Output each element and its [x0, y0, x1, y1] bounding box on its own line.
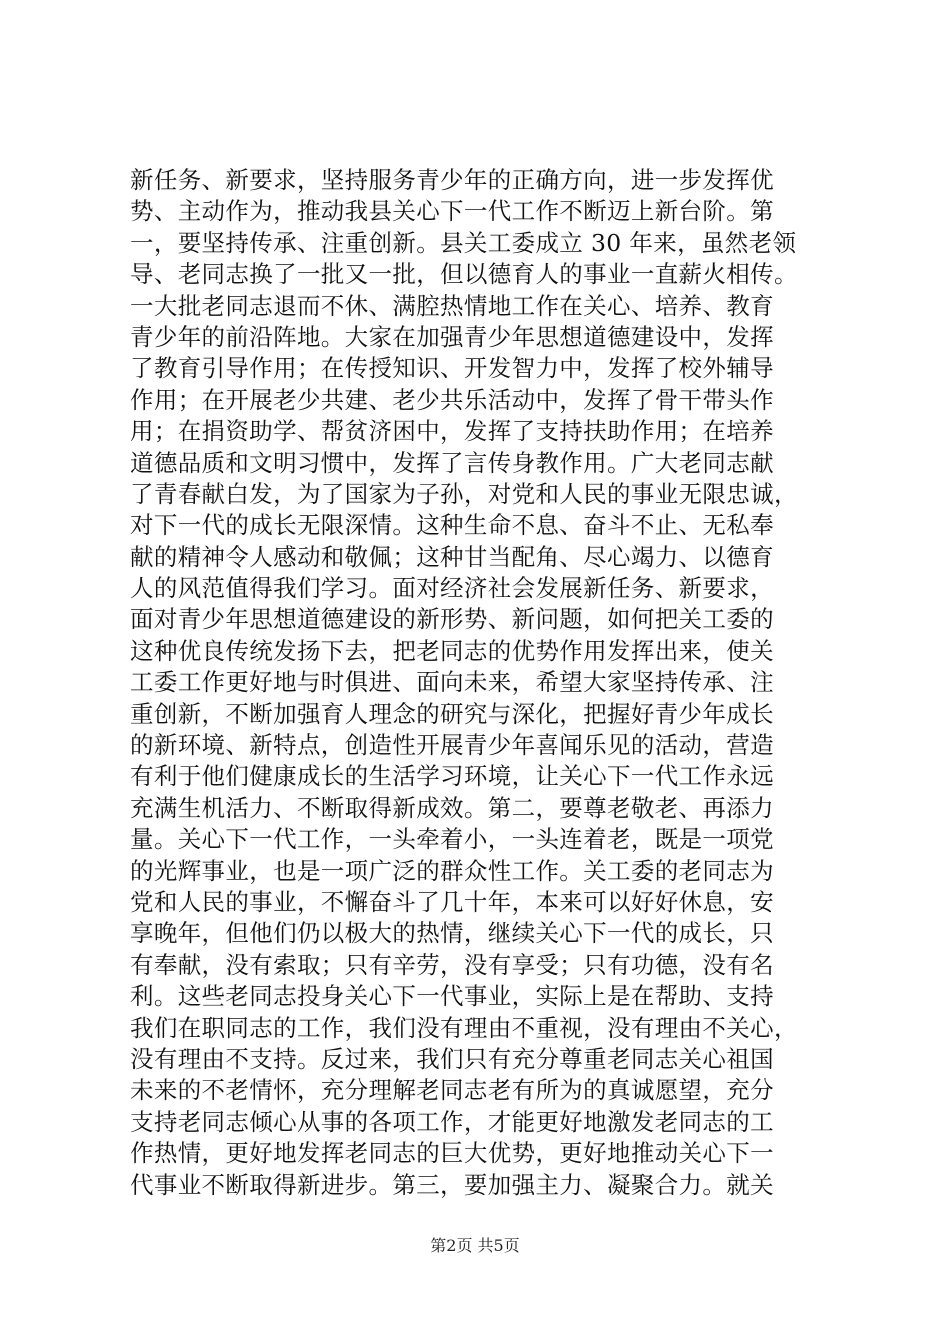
text-line: 代事业不断取得新进步。第三，要加强主力、凝聚合力。就关 [130, 1170, 774, 1199]
text-line: 青少年的前沿阵地。大家在加强青少年思想道德建设中，发挥 [130, 322, 774, 351]
text-line: 工委工作更好地与时俱进、面向未来，希望大家坚持传承、注 [130, 668, 774, 697]
text-line: 我们在职同志的工作，我们没有理由不重视，没有理由不关心， [130, 1013, 798, 1042]
text-line: 的光辉事业，也是一项广泛的群众性工作。关工委的老同志为 [130, 856, 774, 885]
text-line: 享晚年，但他们仍以极大的热情，继续关心下一代的成长，只 [130, 919, 774, 948]
text-line: 了教育引导作用；在传授知识、开发智力中，发挥了校外辅导 [130, 354, 774, 383]
text-line: 支持老同志倾心从事的各项工作，才能更好地激发老同志的工 [130, 1107, 774, 1136]
text-line: 导、老同志换了一批又一批，但以德育人的事业一直薪火相传。 [130, 260, 798, 289]
text-line: 有利于他们健康成长的生活学习环境，让关心下一代工作永远 [130, 762, 774, 791]
text-line: 对下一代的成长无限深情。这种生命不息、奋斗不止、无私奉 [130, 511, 774, 540]
page-footer: 第2页 共5页 [430, 1236, 520, 1255]
text-line: 党和人民的事业，不懈奋斗了几十年，本来可以好好休息，安 [130, 887, 774, 916]
text-line: 未来的不老情怀，充分理解老同志老有所为的真诚愿望，充分 [130, 1076, 774, 1105]
text-line: 重创新，不断加强育人理念的研究与深化，把握好青少年成长 [130, 699, 774, 728]
text-line: 人的风范值得我们学习。面对经济社会发展新任务、新要求， [130, 574, 774, 603]
text-line: 新任务、新要求，坚持服务青少年的正确方向，进一步发挥优 [130, 166, 774, 194]
text-line: 用；在捐资助学、帮贫济困中，发挥了支持扶助作用；在培养 [130, 417, 774, 446]
text-line: 道德品质和文明习惯中，发挥了言传身教作用。广大老同志献 [130, 448, 774, 477]
text-line: 势、主动作为，推动我县关心下一代工作不断迈上新台阶。第 [130, 197, 774, 226]
text-line: 作热情，更好地发挥老同志的巨大优势，更好地推动关心下一 [130, 1139, 774, 1168]
text-line: 没有理由不支持。反过来，我们只有充分尊重老同志关心祖国 [130, 1044, 774, 1073]
text-line: 利。这些老同志投身关心下一代事业，实际上是在帮助、支持 [130, 982, 774, 1011]
text-line: 这种优良传统发扬下去，把老同志的优势作用发挥出来，使关 [130, 636, 774, 665]
text-line: 面对青少年思想道德建设的新形势、新问题，如何把关工委的 [130, 605, 774, 634]
text-line: 作用；在开展老少共建、老少共乐活动中，发挥了骨干带头作 [130, 385, 774, 414]
text-line: 献的精神令人感动和敬佩；这种甘当配角、尽心竭力、以德育 [130, 542, 774, 571]
text-line: 一大批老同志退而不休、满腔热情地工作在关心、培养、教育 [130, 291, 774, 320]
text-line: 的新环境、新特点，创造性开展青少年喜闻乐见的活动，营造 [130, 731, 774, 760]
text-line: 了青春献白发，为了国家为子孙，对党和人民的事业无限忠诚， [130, 479, 798, 508]
body-text [130, 165, 830, 1201]
text-line: 量。关心下一代工作，一头牵着小，一头连着老，既是一项党 [130, 825, 774, 854]
text-line: 有奉献，没有索取；只有辛劳，没有享受；只有功德，没有名 [130, 950, 774, 979]
text-line: 一，要坚持传承、注重创新。县关工委成立 30 年来，虽然老领 [130, 228, 797, 257]
text-line: 充满生机活力、不断取得新成效。第二，要尊老敬老、再添力 [130, 793, 774, 822]
